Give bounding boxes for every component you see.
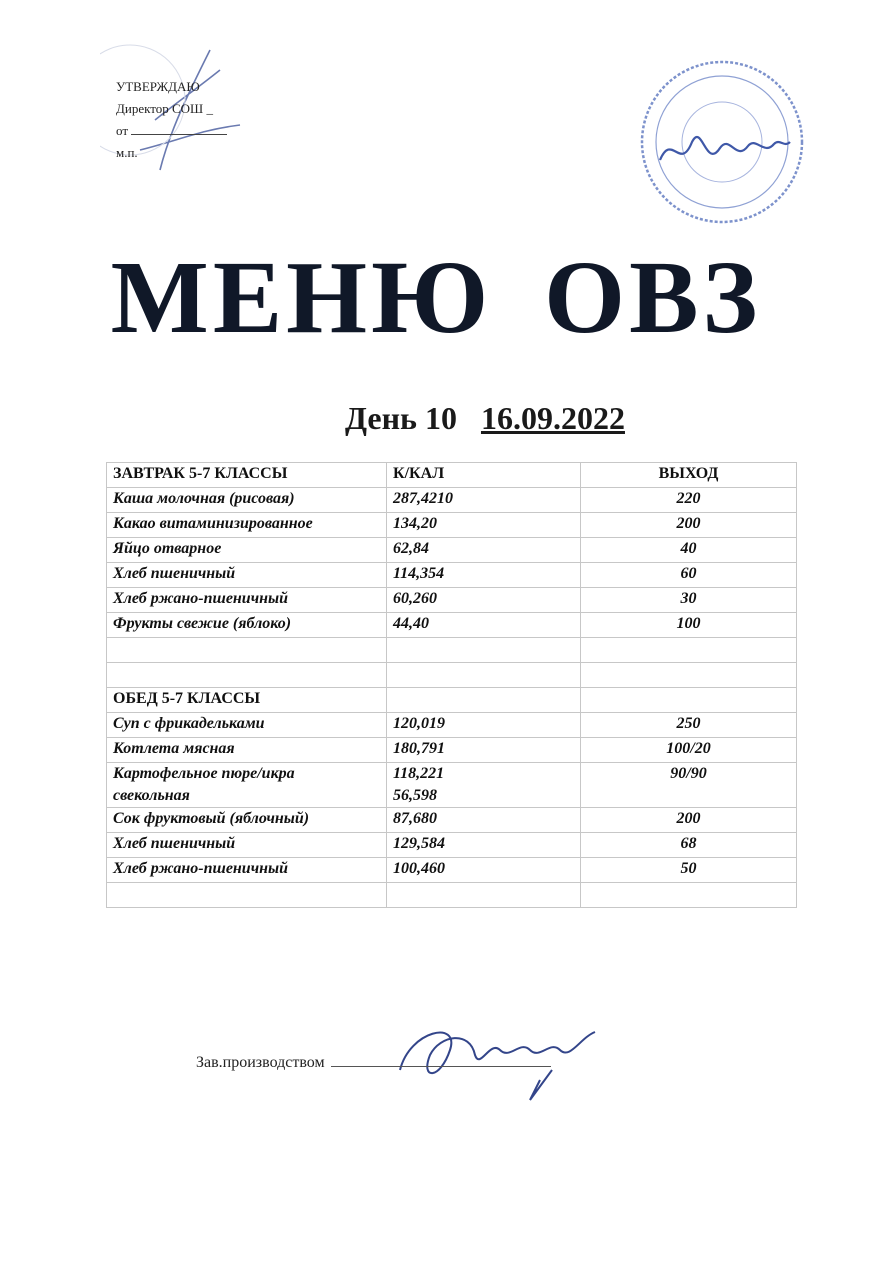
dish-output: 50 — [581, 858, 797, 883]
day-label: День 10 — [345, 400, 457, 436]
dish-name: Хлеб пшеничный — [107, 563, 387, 588]
school-stamp-image — [632, 52, 812, 232]
empty-row — [107, 663, 797, 688]
table-row — [107, 588, 797, 613]
dish-kcal — [387, 763, 581, 808]
table-row — [107, 858, 797, 883]
dish-name: Какао витаминизированное — [107, 513, 387, 538]
table-row — [107, 513, 797, 538]
dish-output: 60 — [581, 563, 797, 588]
stamp-place-label: м.п. — [116, 145, 138, 160]
approve-label: УТВЕРЖДАЮ — [116, 79, 200, 94]
dish-output: 220 — [581, 488, 797, 513]
table-row — [107, 538, 797, 563]
dish-kcal: 44,40 — [387, 613, 581, 638]
breakfast-header: ЗАВТРАК 5-7 КЛАССЫ — [107, 463, 387, 488]
dish-name — [107, 763, 387, 808]
dish-kcal: 114,354 — [387, 563, 581, 588]
lunch-header-row — [107, 688, 797, 713]
dish-kcal: 100,460 — [387, 858, 581, 883]
empty-row — [107, 883, 797, 908]
table-row — [107, 738, 797, 763]
table-row — [107, 488, 797, 513]
dish-name-line2: свекольная — [113, 787, 190, 804]
production-manager-label: Зав.производством — [196, 1054, 325, 1071]
dish-name: Хлеб ржано-пшеничный — [107, 858, 387, 883]
approval-block: УТВЕРЖДАЮ Директор СОШ _ от м.п. — [116, 76, 227, 164]
dish-output: 100 — [581, 613, 797, 638]
date-label: 16.09.2022 — [480, 400, 625, 436]
dish-name: Хлеб пшеничный — [107, 833, 387, 858]
director-label: Директор СОШ — [116, 101, 204, 116]
table-row — [107, 763, 797, 808]
breakfast-header-row — [107, 463, 797, 488]
dish-name: Котлета мясная — [107, 738, 387, 763]
table-row — [107, 833, 797, 858]
dish-name: Суп с фрикадельками — [107, 713, 387, 738]
dish-name-line1: Картофельное пюре/икра — [113, 765, 295, 782]
dish-kcal-line1: 118,221 — [393, 765, 445, 782]
dish-kcal-line2: 56,598 — [393, 787, 437, 804]
dish-kcal: 134,20 — [387, 513, 581, 538]
dish-kcal: 287,4210 — [387, 488, 581, 513]
table-row — [107, 613, 797, 638]
dish-output: 90/90 — [581, 763, 797, 808]
dish-kcal: 87,680 — [387, 808, 581, 833]
day-line — [345, 400, 625, 437]
dish-output: 200 — [581, 808, 797, 833]
lunch-header: ОБЕД 5-7 КЛАССЫ — [107, 688, 387, 713]
menu-table — [106, 462, 797, 908]
output-header: ВЫХОД — [581, 463, 797, 488]
footer-signature-line — [196, 1054, 551, 1072]
from-label: от — [116, 123, 129, 138]
dish-kcal: 120,019 — [387, 713, 581, 738]
dish-output: 100/20 — [581, 738, 797, 763]
empty-row — [107, 638, 797, 663]
dish-output: 30 — [581, 588, 797, 613]
dish-output: 40 — [581, 538, 797, 563]
page-title: МЕНЮ ОВЗ — [110, 240, 762, 355]
dish-name: Хлеб ржано-пшеничный — [107, 588, 387, 613]
dish-name: Яйцо отварное — [107, 538, 387, 563]
table-row — [107, 713, 797, 738]
dish-kcal: 180,791 — [387, 738, 581, 763]
dish-name: Каша молочная (рисовая) — [107, 488, 387, 513]
dish-output: 68 — [581, 833, 797, 858]
dish-kcal: 62,84 — [387, 538, 581, 563]
dish-output: 200 — [581, 513, 797, 538]
table-row — [107, 808, 797, 833]
dish-name: Фрукты свежие (яблоко) — [107, 613, 387, 638]
dish-kcal: 60,260 — [387, 588, 581, 613]
table-row — [107, 563, 797, 588]
dish-kcal: 129,584 — [387, 833, 581, 858]
kcal-header: К/КАЛ — [387, 463, 581, 488]
dish-name: Сок фруктовый (яблочный) — [107, 808, 387, 833]
dish-output: 250 — [581, 713, 797, 738]
